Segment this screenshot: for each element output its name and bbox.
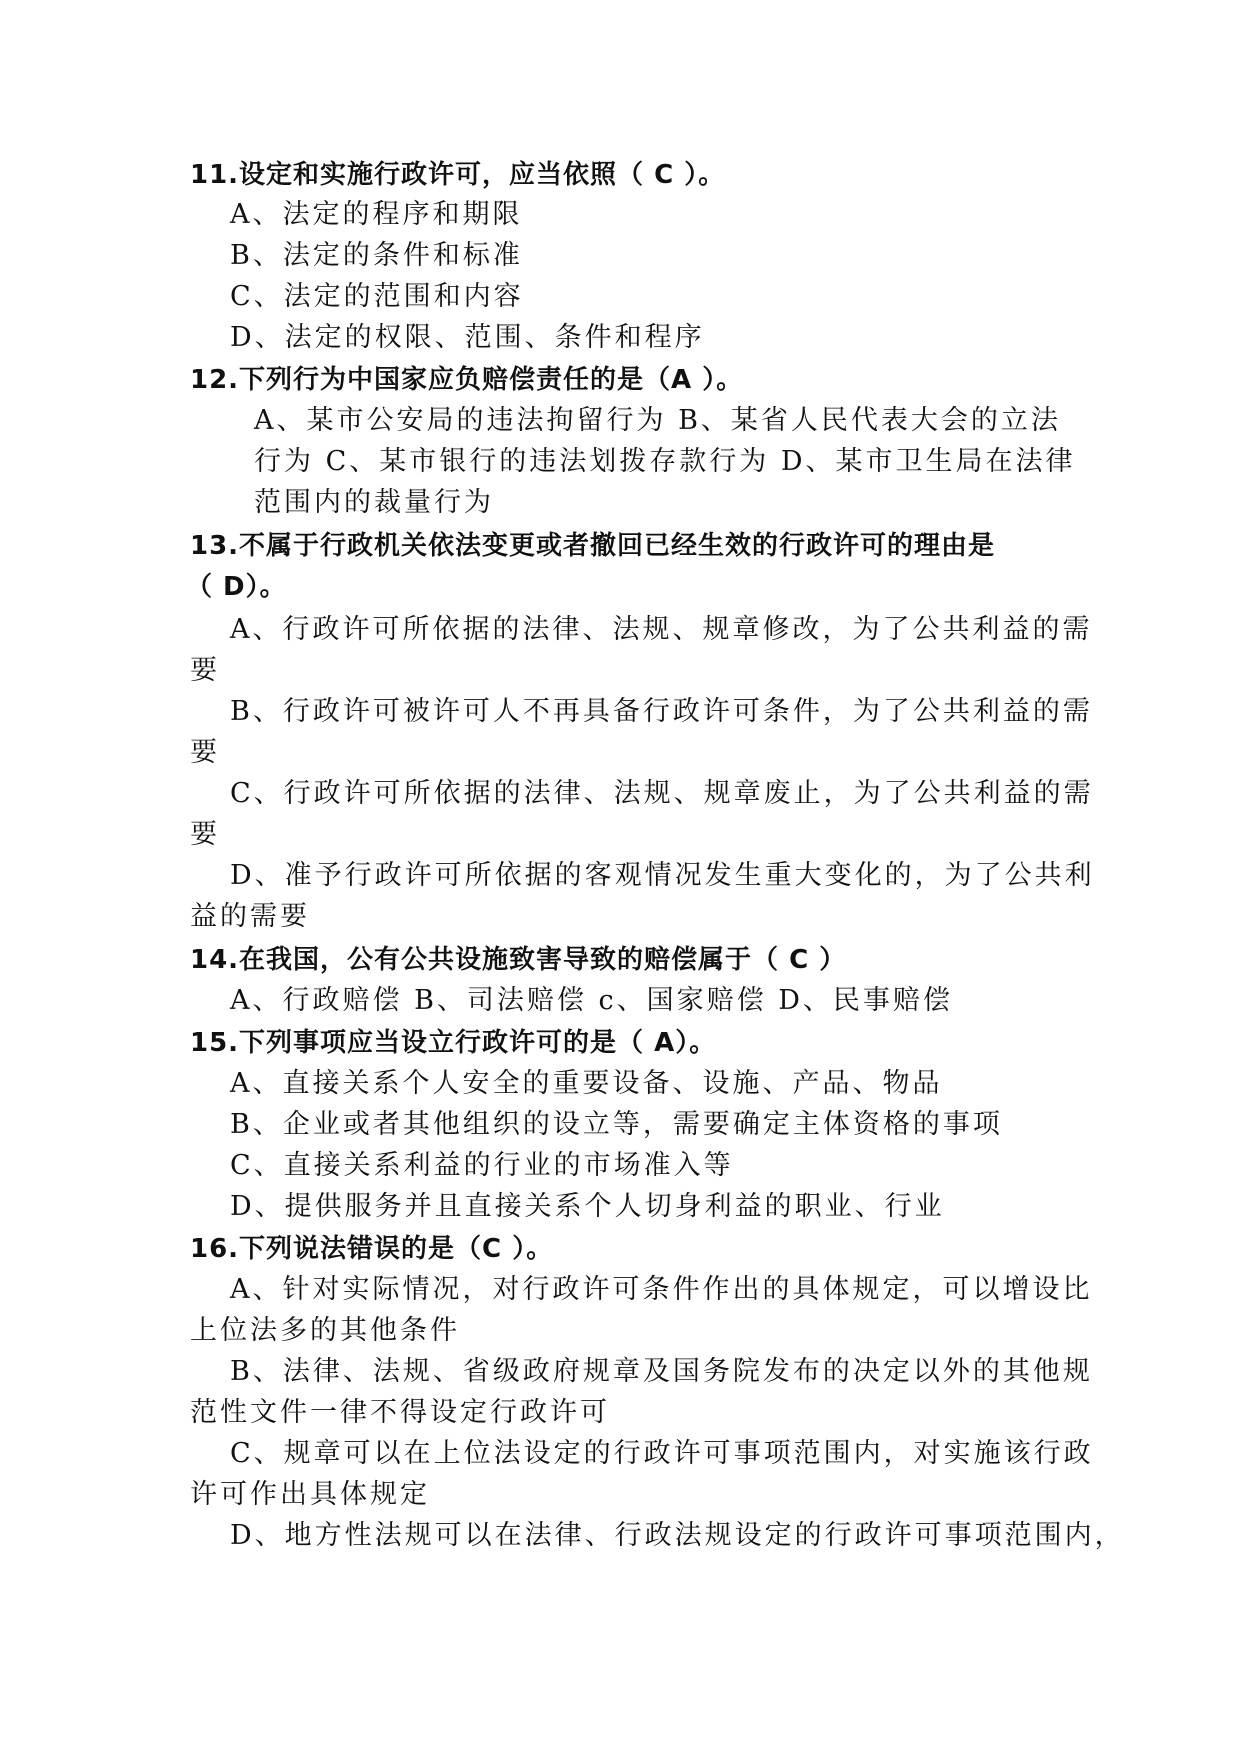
question-12-text: 12.下列行为中国家应负赔偿责任的是（A ）。 [190, 365, 744, 395]
question-13-option-a-line-2: 要 [190, 655, 220, 686]
question-11-text: 11.设定和实施行政许可，应当依照（ C ）。 [190, 160, 726, 190]
question-13-option-b-line-2: 要 [190, 737, 220, 768]
question-16-option-b-line-1: B、法律、法规、省级政府规章及国务院发布的决定以外的其他规 [230, 1356, 1093, 1387]
question-12-options-line-1: A、某市公安局的违法拘留行为 B、某省人民代表大会的立法 [254, 405, 1061, 436]
question-15-text: 15.下列事项应当设立行政许可的是（ A）。 [190, 1028, 717, 1058]
question-13-option-c-line-1: C、行政许可所依据的法律、法规、规章废止，为了公共利益的需 [230, 778, 1094, 809]
question-13-text-line-1: 13.不属于行政机关依法变更或者撤回已经生效的行政许可的理由是 [190, 531, 996, 561]
question-12-options-line-3: 范围内的裁量行为 [254, 487, 494, 518]
question-16-option-a-line-2: 上位法多的其他条件 [190, 1315, 460, 1346]
question-13-option-b-line-1: B、行政许可被许可人不再具备行政许可条件，为了公共利益的需 [230, 696, 1093, 727]
question-13-option-d-line-1: D、准予行政许可所依据的客观情况发生重大变化的，为了公共利 [230, 860, 1095, 891]
question-13-text-line-2: （ D）。 [186, 572, 287, 602]
question-11-option-d: D、法定的权限、范围、条件和程序 [230, 322, 705, 353]
question-16-option-c-line-2: 许可作出具体规定 [190, 1479, 430, 1510]
question-11-option-a: A、法定的程序和期限 [230, 199, 523, 230]
question-16-option-d-line-1: D、地方性法规可以在法律、行政法规设定的行政许可事项范围内， [230, 1520, 1125, 1551]
question-16-text: 16.下列说法错误的是（C ）。 [190, 1234, 554, 1264]
question-14-options: A、行政赔偿 B、司法赔偿 c、国家赔偿 D、民事赔偿 [230, 985, 953, 1016]
question-16-option-c-line-1: C、规章可以在上位法设定的行政许可事项范围内，对实施该行政 [230, 1438, 1094, 1469]
question-15-option-b: B、企业或者其他组织的设立等，需要确定主体资格的事项 [230, 1109, 1003, 1140]
question-12-options-line-2: 行为 C、某市银行的违法划拨存款行为 D、某市卫生局在法律 [254, 446, 1076, 477]
question-13-option-c-line-2: 要 [190, 819, 220, 850]
question-14-text: 14.在我国，公有公共设施致害导致的赔偿属于（ C ） [190, 945, 847, 975]
question-16-option-a-line-1: A、针对实际情况，对行政许可条件作出的具体规定，可以增设比 [230, 1274, 1093, 1305]
question-13-option-a-line-1: A、行政许可所依据的法律、法规、规章修改，为了公共利益的需 [230, 614, 1093, 645]
question-13-option-d-line-2: 益的需要 [190, 901, 310, 932]
question-16-option-b-line-2: 范性文件一律不得设定行政许可 [190, 1397, 610, 1428]
question-15-option-d: D、提供服务并且直接关系个人切身利益的职业、行业 [230, 1191, 945, 1222]
question-11-option-b: B、法定的条件和标准 [230, 240, 523, 271]
question-15-option-a: A、直接关系个人安全的重要设备、设施、产品、物品 [230, 1068, 943, 1099]
question-15-option-c: C、直接关系利益的行业的市场准入等 [230, 1150, 734, 1181]
question-11-option-c: C、法定的范围和内容 [230, 281, 524, 312]
